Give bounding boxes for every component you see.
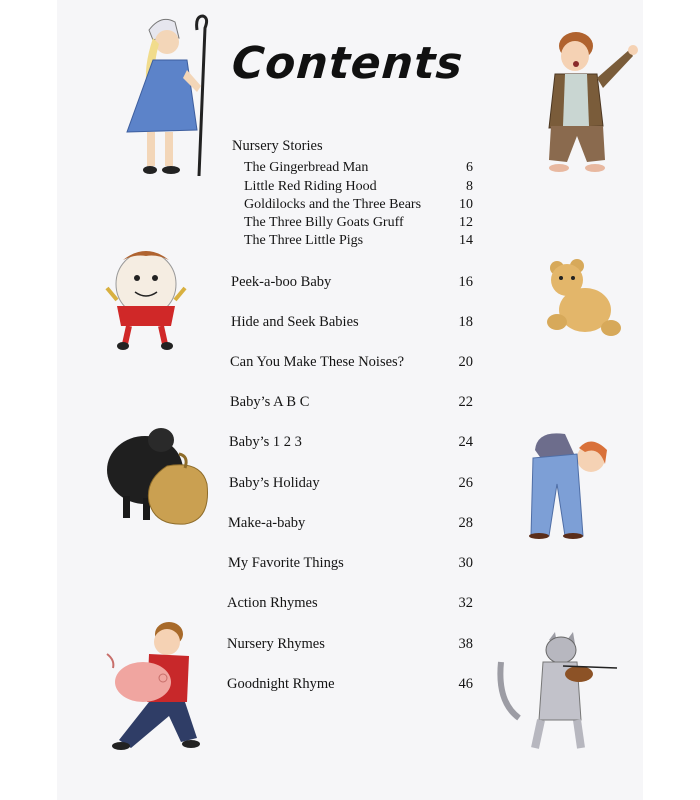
black-sheep-illustration (105, 424, 215, 534)
boy-with-pig-illustration (103, 618, 213, 766)
toc-entry-label: Baby’s A B C (230, 394, 310, 410)
toc-entry-page: 16 (458, 274, 473, 290)
toc-entry-page: 30 (458, 555, 473, 571)
toc-subitem-label: Little Red Riding Hood (244, 179, 377, 194)
shepherd-girl-illustration (109, 8, 209, 183)
toc-subitem-label: The Three Billy Goats Gruff (244, 215, 404, 230)
toc-entry-label: Peek-a-boo Baby (231, 274, 332, 290)
toc-entry-label: Nursery Rhymes (227, 636, 325, 652)
toc-entry-page: 46 (458, 676, 473, 692)
toc-entry-page: 26 (458, 475, 473, 491)
toc-entry[interactable] (57, 595, 643, 615)
contents-page (57, 0, 643, 800)
toc-entry-label: Baby’s 1 2 3 (229, 434, 302, 450)
singing-boy-illustration (543, 28, 643, 183)
toc-subitem[interactable] (57, 215, 643, 235)
toc-entry-label: Can You Make These Noises? (230, 354, 405, 370)
toc-entry-label: My Favorite Things (228, 555, 344, 571)
page-title: Contents (230, 38, 466, 89)
teddy-bear-illustration (535, 256, 625, 346)
toc-entry-page: 18 (458, 314, 473, 330)
toc-entry-page: 38 (458, 636, 473, 652)
toc-entry[interactable] (57, 555, 643, 575)
toc-entry-page: 28 (458, 515, 473, 531)
toc-entry-page: 22 (458, 394, 473, 410)
toc-entry-page: 20 (458, 354, 473, 370)
cat-with-fiddle-illustration (497, 632, 627, 760)
toc-entry-label: Goodnight Rhyme (227, 676, 335, 692)
toc-subitem-page: 12 (459, 215, 473, 230)
toc-entry-label: Hide and Seek Babies (231, 314, 359, 330)
toc-subitem-page: 8 (466, 179, 473, 194)
toc-entry-page: 24 (458, 434, 473, 450)
toc-subitem-page: 14 (459, 233, 473, 248)
toc-subitem-label: Goldilocks and the Three Bears (244, 197, 422, 212)
section-heading-nursery-stories: Nursery Stories (232, 138, 323, 154)
toc-entry-label: Action Rhymes (227, 595, 318, 611)
toc-subitem-label: The Gingerbread Man (244, 160, 369, 175)
humpty-dumpty-illustration (101, 244, 191, 354)
toc-subitem-page: 6 (466, 160, 473, 175)
toc-subitem-label: The Three Little Pigs (244, 233, 364, 248)
toc-entry-page: 32 (458, 595, 473, 611)
toc-entry[interactable] (57, 394, 643, 414)
bending-child-illustration (527, 424, 627, 539)
toc-subitem-page: 10 (459, 197, 473, 212)
toc-entry[interactable] (57, 354, 643, 374)
toc-entry-label: Make-a-baby (228, 515, 306, 531)
toc-subitem[interactable] (57, 197, 643, 217)
toc-entry-label: Baby’s Holiday (229, 475, 320, 491)
